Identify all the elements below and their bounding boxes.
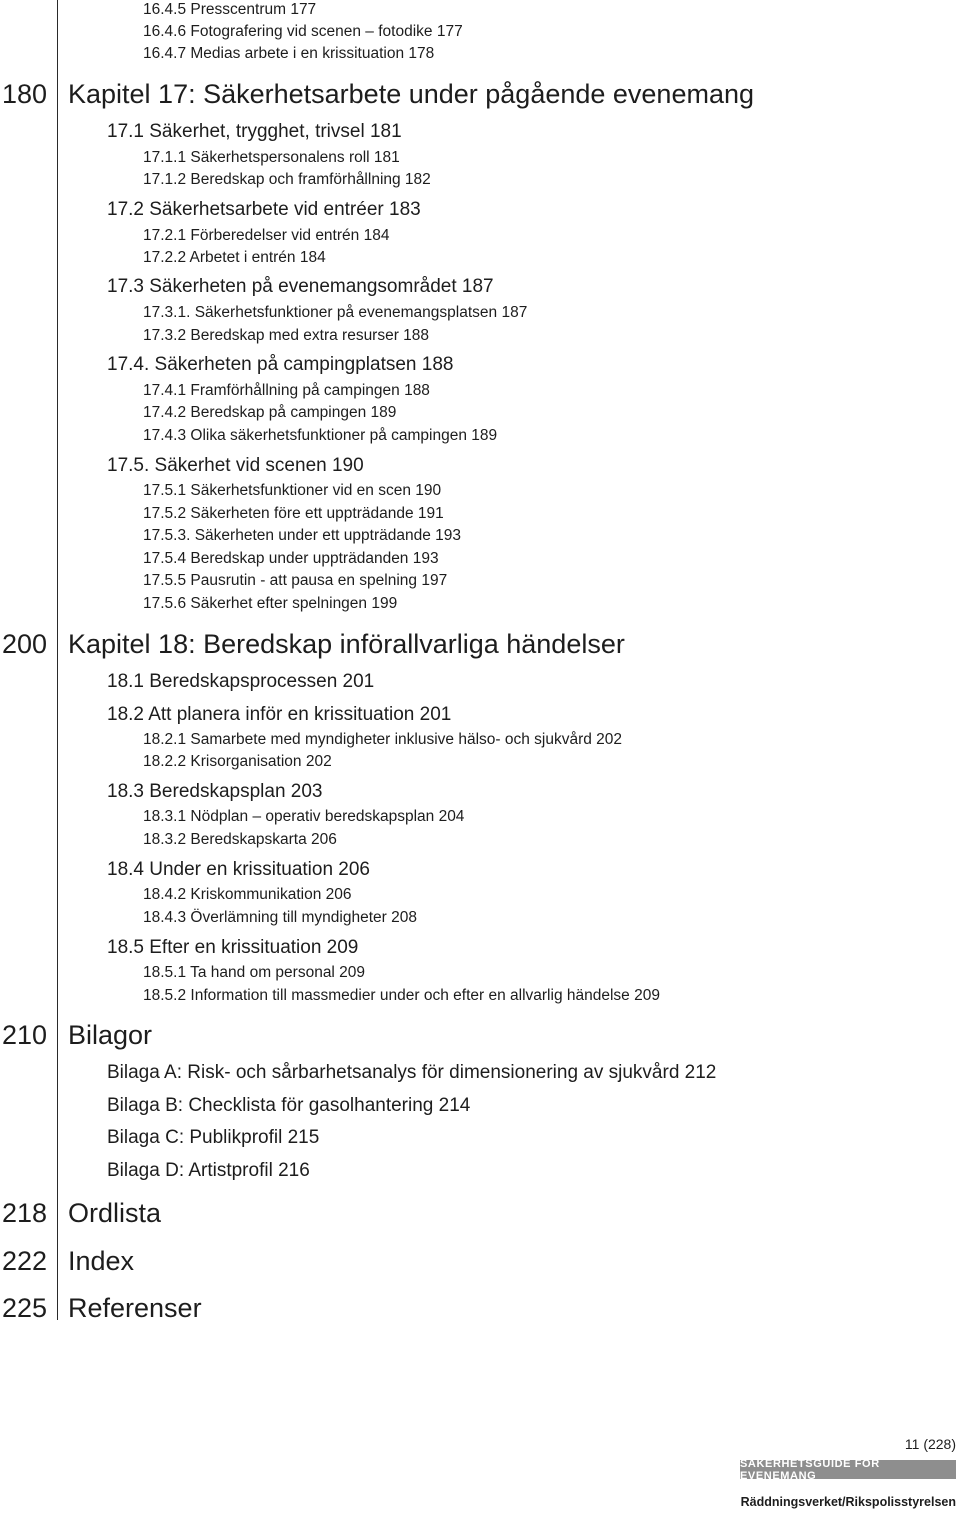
toc-page-number: 222 [2,1246,48,1276]
toc-chapter-title: Ordlista [68,1198,162,1228]
toc-subsection: 18.4.3 Överlämning till myndigheter 208 [143,909,417,926]
toc-chapter-title: Index [68,1246,135,1276]
toc-section: 17.4. Säkerheten på campingplatsen 188 [107,354,454,375]
toc-page-number: 200 [2,629,48,659]
toc-subsection: 17.5.1 Säkerhetsfunktioner vid en scen 190 [143,482,442,499]
toc-subsection: 18.5.2 Information till massmedier under och efter en allvarlig händelse 209 [143,987,660,1004]
toc-section: 17.1 Säkerhet, trygghet, trivsel 181 [107,121,402,142]
toc-chapter-title: Kapitel 18: Beredskap införallvarliga händelser [68,629,625,659]
page-number: 11 (228) [904,1436,956,1452]
toc-appendix: Bilaga D: Artistprofil 216 [107,1160,310,1181]
toc-appendix: Bilaga C: Publikprofil 215 [107,1127,320,1148]
toc-subsection: 16.4.6 Fotografering vid scenen – fotodike 177 [143,23,463,40]
toc-subsection: 17.5.2 Säkerheten före ett uppträdande 191 [143,505,444,522]
toc-subsection: 18.4.2 Kriskommunikation 206 [143,886,352,903]
toc-section: 18.3 Beredskapsplan 203 [107,781,323,802]
toc-page-number: 225 [2,1293,48,1323]
toc-subsection: 17.5.6 Säkerhet efter spelningen 199 [143,595,398,612]
toc-page-number: 180 [2,79,48,109]
toc-subsection: 17.5.3. Säkerheten under ett uppträdande 193 [143,527,461,544]
guide-banner [740,1457,956,1482]
toc-subsection: 17.1.2 Beredskap och framförhållning 182 [143,171,431,188]
toc-subsection: 18.2.2 Krisorganisation 202 [143,753,332,770]
toc-chapter-title: Referenser [68,1293,202,1323]
toc-section: 18.4 Under en krissituation 206 [107,859,370,880]
toc-subsection: 17.4.2 Beredskap på campingen 189 [143,404,397,421]
toc-appendix: Bilaga A: Risk- och sårbarhetsanalys för dimensionering av sjukvård 212 [107,1062,717,1083]
toc-page-number: 218 [2,1198,48,1228]
toc-section: 18.5 Efter en krissituation 209 [107,937,359,958]
toc-subsection: 17.4.3 Olika säkerhetsfunktioner på campingen 189 [143,427,498,444]
toc-subsection: 17.2.2 Arbetet i entrén 184 [143,249,326,266]
toc-subsection: 17.5.5 Pausrutin - att pausa en spelning 197 [143,572,448,589]
guide-banner-label: SÄKERHETSGUIDE FÖR EVENEMANG [740,1457,880,1482]
toc-section: 17.3 Säkerheten på evenemangsområdet 187 [107,276,494,297]
toc-subsection: 17.4.1 Framförhållning på campingen 188 [143,382,430,399]
toc-chapter-title: Bilagor [68,1020,153,1050]
toc-subsection: 18.2.1 Samarbete med myndigheter inklusive hälso- och sjukvård 202 [143,731,623,748]
toc-chapter-title: Kapitel 17: Säkerhetsarbete under pågående evenemang [68,79,755,109]
toc-section: 17.5. Säkerhet vid scenen 190 [107,455,364,476]
toc-subsection: 18.3.1 Nödplan – operativ beredskapsplan 204 [143,808,465,825]
toc-section: 18.2 Att planera inför en krissituation 201 [107,704,452,725]
toc-section: 17.2 Säkerhetsarbete vid entréer 183 [107,199,421,220]
toc-subsection: 17.3.1. Säkerhetsfunktioner på evenemangsplatsen 187 [143,304,528,321]
toc-subsection: 17.3.2 Beredskap med extra resurser 188 [143,327,430,344]
toc-subsection: 16.4.7 Medias arbete i en krissituation 178 [143,45,435,62]
publisher-name: Räddningsverket/Rikspolisstyrelsen [740,1495,956,1509]
toc-subsection: 17.5.4 Beredskap under uppträdanden 193 [143,550,439,567]
toc-subsection: 18.3.2 Beredskapskarta 206 [143,831,337,848]
toc-appendix: Bilaga B: Checklista för gasolhantering 214 [107,1095,471,1116]
toc-page-number: 210 [2,1020,48,1050]
toc-subsection: 16.4.5 Presscentrum 177 [143,1,317,18]
toc-subsection: 18.5.1 Ta hand om personal 209 [143,964,366,981]
toc-subsection: 17.1.1 Säkerhetspersonalens roll 181 [143,149,400,166]
toc-subsection: 17.2.1 Förberedelser vid entrén 184 [143,227,390,244]
toc-section: 18.1 Beredskapsprocessen 201 [107,671,375,692]
toc-divider-line [57,0,58,1320]
